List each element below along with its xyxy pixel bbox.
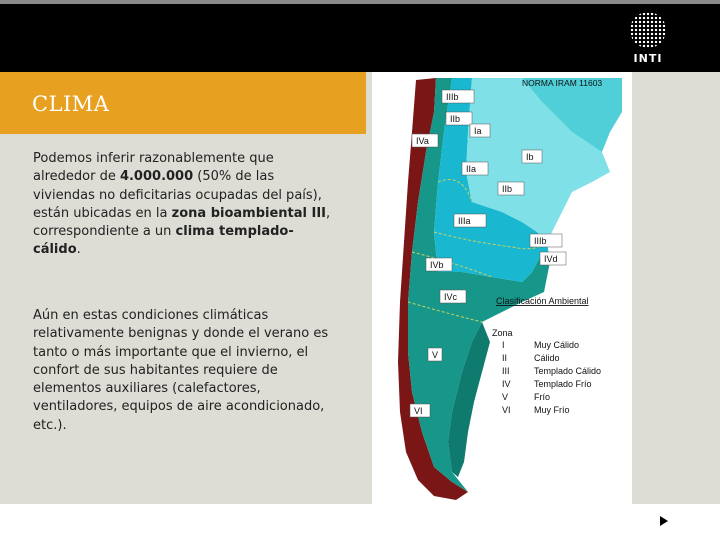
map-region-label: Ib [526, 152, 534, 162]
map-region-label: VI [414, 406, 423, 416]
legend-zone-name: Muy Cálido [534, 340, 580, 350]
footer-bar [0, 504, 720, 540]
paragraph-1-amount: 4.000.000 [119, 169, 194, 185]
climate-map-svg [372, 72, 632, 504]
legend-zone-name: Cálido [534, 353, 560, 363]
legend-zone-name: Templado Frío [534, 379, 592, 389]
paragraph-1 [33, 150, 333, 260]
map-norm-label: NORMA IRAM 11603 [522, 78, 603, 88]
inti-logo [628, 12, 668, 68]
legend-title: Clasificación Ambiental [496, 296, 589, 306]
map-region-label: IVc [444, 292, 458, 302]
map-region-label: IIIb [534, 236, 547, 246]
slide-title: CLIMA [32, 92, 110, 116]
legend-zone-code: V [502, 392, 509, 402]
legend-zone-header: Zona [492, 328, 513, 338]
paragraph-1-after-zone: , correspondiente a un [33, 205, 331, 240]
map-region-label: IIIa [458, 216, 471, 226]
header-top-line [0, 0, 720, 4]
paragraph-2: Aún en estas condiciones climáticas relativamente benignas y donde el verano es tanto o más importante que el invierno, el confort de sus habitantes requiere de elementos auxiliares (calefactores, ventiladores, equipos de aire acondicionado, etc.). [33, 308, 329, 433]
inti-logo-grid-icon [630, 12, 666, 48]
paragraph-1-zone: zona bioambiental III [171, 205, 327, 221]
legend-zone-name: Templado Cálido [534, 366, 602, 376]
legend-zone-code: II [502, 353, 508, 363]
map-region-label: IIb [502, 184, 513, 194]
climate-map [372, 72, 632, 504]
paragraph-1-end: . [76, 242, 81, 258]
map-region-label: IIa [466, 164, 477, 174]
map-region-label: V [432, 350, 439, 360]
map-region-label: IVa [416, 136, 429, 146]
paragraph-1-intro: Podemos inferir razonablemente que alrededor de [33, 151, 274, 185]
legend-zone-name: Muy Frío [534, 405, 570, 415]
map-region-label: IVd [544, 254, 558, 264]
header-bar [0, 0, 720, 72]
legend-zone-code: III [502, 366, 510, 376]
map-region-label: IIb [450, 114, 461, 124]
inti-logo-text: INTI [633, 52, 663, 65]
paragraph-1-mid: (50% de las viviendas no deficitarias ocupadas del país), están ubicadas en la [33, 169, 322, 221]
next-slide-icon[interactable] [660, 516, 668, 526]
paragraph-1-climate: clima templado-cálido [33, 224, 294, 258]
legend-zone-code: VI [502, 405, 511, 415]
legend-zone-code: IV [502, 379, 511, 389]
legend-zone-name: Frío [534, 392, 551, 402]
map-region-label: IVb [430, 260, 444, 270]
map-region-label: Ia [474, 126, 482, 136]
legend-zone-code: I [502, 340, 505, 350]
map-region-label: IIIb [446, 92, 459, 102]
